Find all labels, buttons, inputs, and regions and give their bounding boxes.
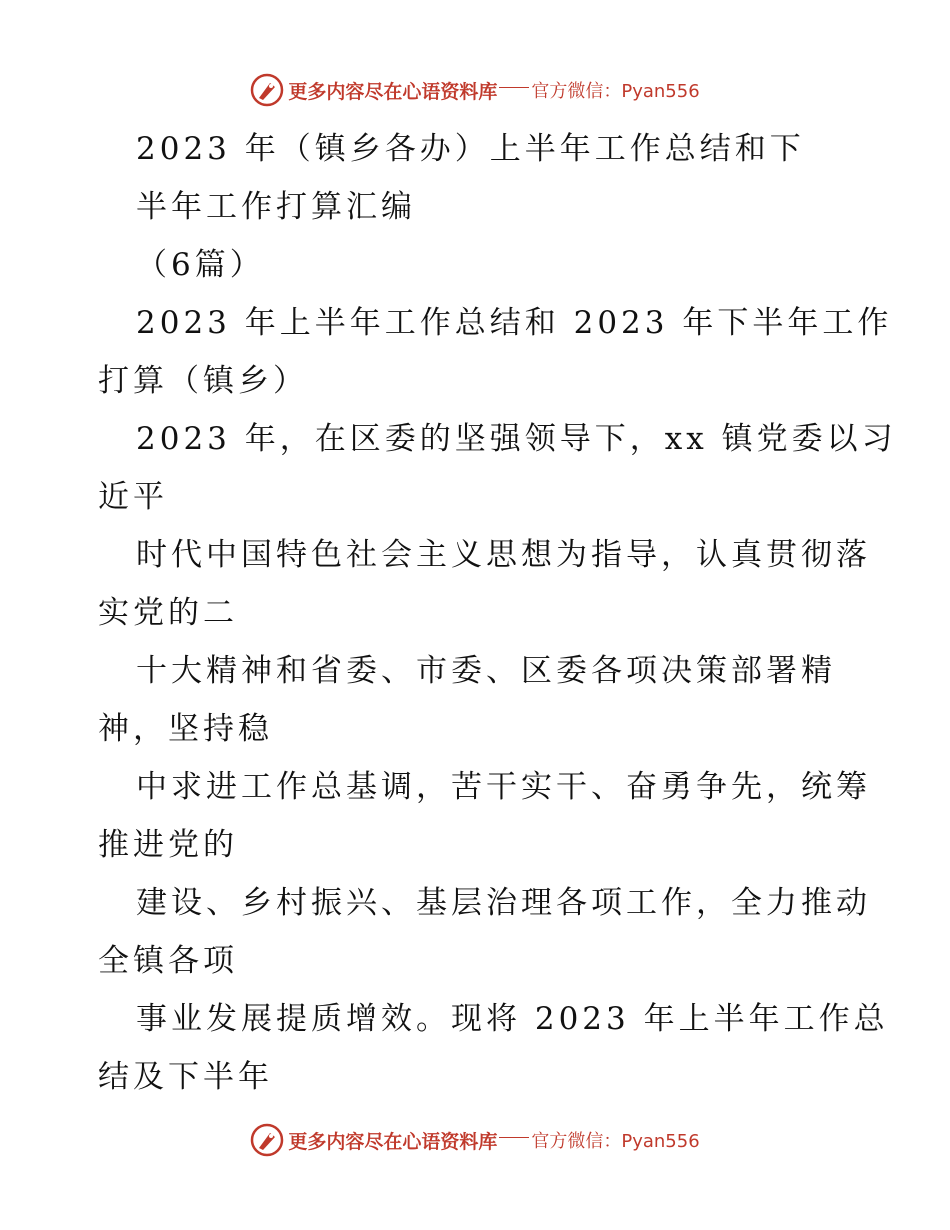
footer-contact: 官方微信：Pyan556 (531, 1131, 700, 1152)
paragraph-line: 实党的二 (98, 595, 238, 631)
footer-dash-divider (499, 1137, 529, 1138)
paragraph-line: 时代中国特色社会主义思想为指导，认真贯彻落 (136, 537, 871, 573)
document-title-line: 半年工作打算汇编 (136, 189, 416, 225)
footer-slogan: 更多内容尽在心语资料库 (288, 1130, 498, 1153)
document-subtitle-line: 2023 年上半年工作总结和 2023 年下半年工作 (136, 305, 893, 341)
document-title-line: 2023 年（镇乡各办）上半年工作总结和下 (136, 131, 805, 167)
header-slogan: 更多内容尽在心语资料库 (288, 80, 498, 103)
header-watermark-banner (0, 68, 950, 112)
pen-nib-logo-icon (250, 1123, 284, 1157)
header-contact: 官方微信：Pyan556 (531, 81, 700, 102)
paragraph-line: 事业发展提质增效。现将 2023 年上半年工作总 (136, 1001, 889, 1037)
paragraph-line: 近平 (98, 479, 168, 515)
paragraph-line: 建设、乡村振兴、基层治理各项工作，全力推动 (136, 885, 871, 921)
header-dash-divider (499, 87, 529, 88)
paragraph-line: 全镇各项 (98, 943, 238, 979)
paragraph-line: 十大精神和省委、市委、区委各项决策部署精 (136, 653, 836, 689)
paragraph-line: 中求进工作总基调，苦干实干、奋勇争先，统筹 (136, 769, 871, 805)
footer-watermark-banner (0, 1118, 950, 1162)
paragraph-line: 推进党的 (98, 827, 238, 863)
paragraph-line: 结及下半年 (98, 1059, 273, 1095)
document-subtitle-line: 打算（镇乡） (98, 363, 308, 399)
pen-nib-logo-icon (250, 73, 284, 107)
document-title-line: （6篇） (136, 247, 265, 283)
document-body (98, 120, 897, 1106)
paragraph-line: 2023 年，在区委的坚强领导下，xx 镇党委以习 (136, 421, 897, 457)
paragraph-line: 神，坚持稳 (98, 711, 273, 747)
